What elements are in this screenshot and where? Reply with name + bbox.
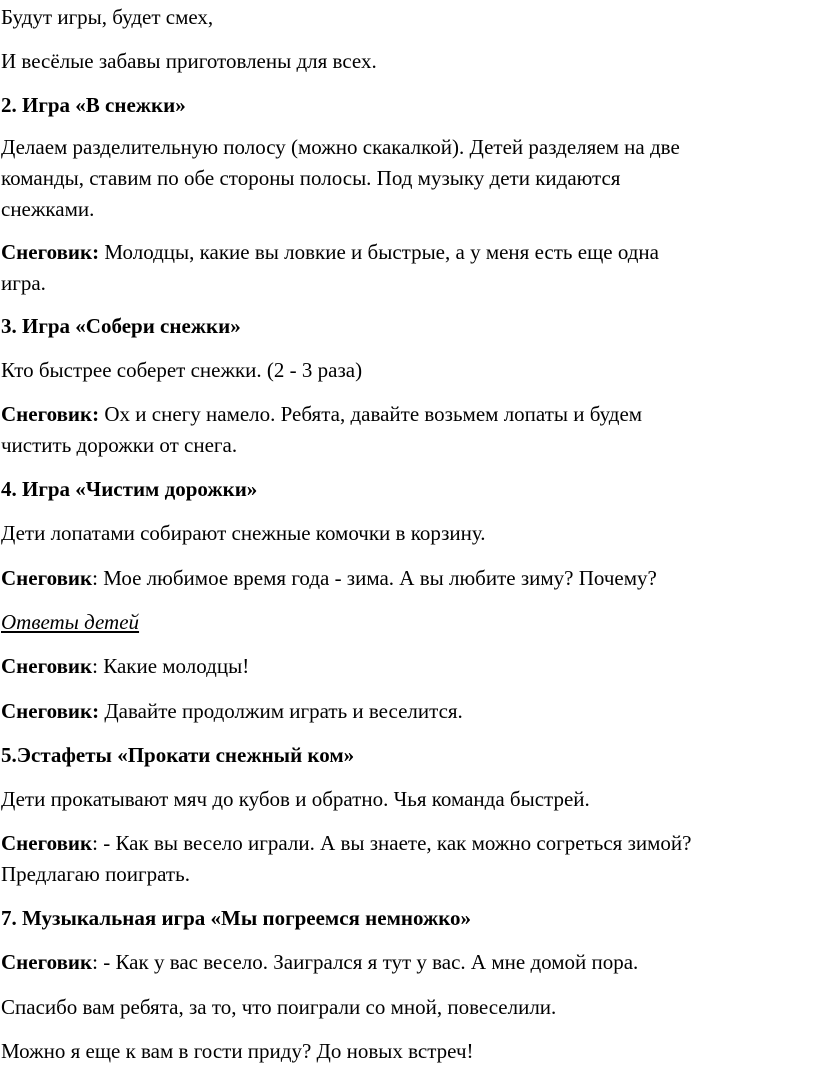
children-answers-note: Ответы детей — [1, 610, 140, 634]
speaker-label: Снеговик — [1, 950, 93, 974]
text-line: Кто быстрее соберет снежки. (2 - 3 раза) — [1, 358, 363, 382]
speaker-label: Снеговик: — [1, 240, 100, 264]
section-heading: 4. Игра «Чистим дорожки» — [1, 477, 258, 501]
speech-text: : Какие молодцы! — [92, 654, 250, 678]
speech-line — [1, 399, 642, 429]
speaker-label: Снеговик — [1, 831, 93, 855]
section-heading: 7. Музыкальная игра «Мы погреемся немножко» — [1, 906, 472, 930]
text-line: Дети прокатывают мяч до кубов и обратно. Чья команда быстрей. — [1, 787, 590, 811]
text-line: снежками. — [1, 197, 95, 221]
text-line: чистить дорожки от снега. — [1, 433, 238, 457]
speech-text: Ох и снегу намело. Ребята, давайте возьмем лопаты и будем — [99, 402, 643, 426]
text-line: Можно я еще к вам в гости приду? До новых встреч! — [1, 1039, 474, 1063]
speech-line — [1, 696, 463, 726]
speaker-label: Снеговик — [1, 654, 93, 678]
text-line: Будут игры, будет смех, — [1, 5, 214, 29]
speaker-label: Снеговик: — [1, 699, 100, 723]
text-line: Дети лопатами собирают снежные комочки в корзину. — [1, 521, 486, 545]
speech-line — [1, 237, 659, 267]
speaker-label: Снеговик: — [1, 402, 100, 426]
speech-line — [1, 563, 657, 593]
speech-text: : - Как вы весело играли. А вы знаете, как можно согреться зимой? — [92, 831, 692, 855]
section-heading: 2. Игра «В снежки» — [1, 93, 186, 117]
section-heading: 3. Игра «Собери снежки» — [1, 314, 241, 338]
speech-text: Давайте продолжим играть и веселится. — [99, 699, 463, 723]
text-line: Спасибо вам ребята, за то, что поиграли со мной, повеселили. — [1, 995, 557, 1019]
speech-text: : Мое любимое время года - зима. А вы любите зиму? Почему? — [92, 566, 657, 590]
text-line: игра. — [1, 271, 46, 295]
speech-line — [1, 947, 638, 977]
text-line: команды, ставим по обе стороны полосы. Под музыку дети кидаются — [1, 166, 621, 190]
text-line: Предлагаю поиграть. — [1, 862, 190, 886]
text-line: Делаем разделительную полосу (можно скакалкой). Детей разделяем на две — [1, 135, 680, 159]
speaker-label: Снеговик — [1, 566, 93, 590]
speech-text: Молодцы, какие вы ловкие и быстрые, а у меня есть еще одна — [99, 240, 659, 264]
speech-line — [1, 828, 691, 858]
speech-line — [1, 651, 249, 681]
speech-text: : - Как у вас весело. Заигрался я тут у вас. А мне домой пора. — [92, 950, 639, 974]
text-line: И весёлые забавы приготовлены для всех. — [1, 49, 377, 73]
section-heading: 5.Эстафеты «Прокати снежный ком» — [1, 743, 355, 767]
